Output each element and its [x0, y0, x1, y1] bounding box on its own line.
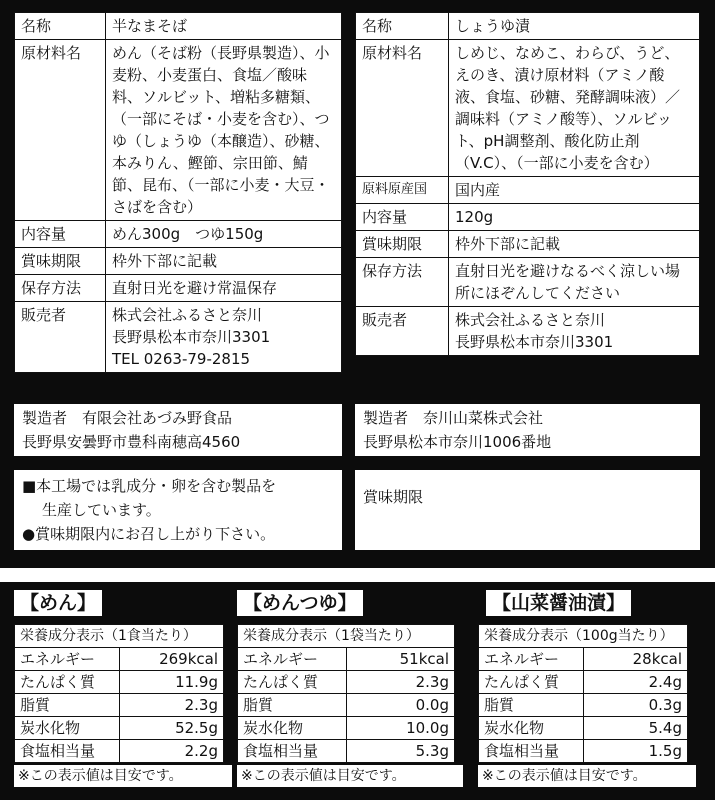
nutrient-value: 269kcal: [119, 648, 224, 671]
nutrient-value: 0.3g: [583, 694, 688, 717]
nutrition-heading: 【めんつゆ】: [237, 590, 363, 616]
row-key: 原材料名: [356, 40, 449, 177]
row-key: 保存方法: [356, 258, 449, 307]
row-key: 販売者: [15, 302, 106, 373]
nutrient-value: 1.5g: [583, 740, 688, 763]
nutrient-value: 52.5g: [119, 717, 224, 740]
row-key: 内容量: [15, 221, 106, 248]
nutrient-name: 炭水化物: [479, 717, 584, 740]
pickles-info-table: [355, 12, 700, 356]
table-row: [479, 740, 688, 763]
nutrition-table: [237, 624, 455, 763]
nutrient-name: 炭水化物: [238, 717, 347, 740]
row-key: 名称: [15, 13, 106, 40]
table-row: [479, 694, 688, 717]
expiry-label: 賞味期限: [363, 488, 424, 506]
table-row: [15, 275, 342, 302]
table-row: [15, 221, 342, 248]
nutrient-name: エネルギー: [479, 648, 584, 671]
row-key: 賞味期限: [15, 248, 106, 275]
nutrient-name: エネルギー: [15, 648, 120, 671]
table-row: [15, 671, 224, 694]
table-row: [15, 740, 224, 763]
nutrient-name: たんぱく質: [238, 671, 347, 694]
nutrient-value: 51kcal: [346, 648, 455, 671]
nutrition-heading: 【山菜醤油漬】: [486, 590, 631, 616]
nutrient-value: 5.3g: [346, 740, 455, 763]
seller-address: 長野県松本市奈川3301: [112, 328, 271, 346]
nutrient-value: 11.9g: [119, 671, 224, 694]
table-row: [15, 13, 342, 40]
nutrient-value: 5.4g: [583, 717, 688, 740]
table-row: [356, 204, 700, 231]
nutrition-note: ※この表示値は目安です。: [478, 765, 696, 787]
nutrition-title: 栄養成分表示（1食当たり）: [15, 625, 224, 648]
manufacturer-left: [14, 404, 342, 456]
nutrient-name: 脂質: [238, 694, 347, 717]
nutrient-name: 食塩相当量: [479, 740, 584, 763]
row-value: しめじ、なめこ、わらび、うど、えのき、漬け原材料（アミノ酸液、食塩、砂糖、発酵調味液）／調味料（アミノ酸等）、ソルビット、pH調整剤、酸化防止剤（V.C）、（一部に小麦を含む）: [449, 40, 700, 177]
seller-phone: TEL 0263-79-2815: [112, 350, 251, 368]
table-row: [356, 40, 700, 177]
table-row: [15, 717, 224, 740]
nutrient-value: 0.0g: [346, 694, 455, 717]
row-value: 120g: [449, 204, 700, 231]
nutrition-tsuyu: [237, 590, 463, 787]
row-value: [449, 307, 700, 356]
nutrient-value: 2.3g: [119, 694, 224, 717]
table-row: [479, 648, 688, 671]
row-value: めん300g つゆ150g: [106, 221, 342, 248]
notice-line: 生産しています。: [42, 501, 161, 519]
row-value: しょうゆ漬: [449, 13, 700, 40]
row-value: 枠外下部に記載: [449, 231, 700, 258]
manufacturer-name: 製造者 有限会社あづみ野食品: [22, 409, 233, 427]
table-row: [238, 671, 455, 694]
row-value: 国内産: [449, 177, 700, 204]
nutrient-value: 2.2g: [119, 740, 224, 763]
nutrient-name: エネルギー: [238, 648, 347, 671]
notice-line: ■本工場では乳成分・卵を含む製品を: [22, 477, 277, 495]
table-row: [238, 740, 455, 763]
table-row: [15, 302, 342, 373]
table-row: [238, 694, 455, 717]
nutrient-name: 脂質: [15, 694, 120, 717]
row-key: 賞味期限: [356, 231, 449, 258]
soba-info-table: [14, 12, 342, 373]
allergen-notice: [14, 470, 342, 550]
nutrition-sansai: [478, 590, 696, 787]
table-row: [356, 307, 700, 356]
nutrition-table: [478, 624, 688, 763]
nutrient-name: 脂質: [479, 694, 584, 717]
seller-name: 株式会社ふるさと奈川: [112, 306, 263, 324]
manufacturer-name: 製造者 奈川山菜株式会社: [363, 409, 544, 427]
notice-line: ●賞味期限内にお召し上がり下さい。: [22, 525, 276, 543]
nutrition-title: 栄養成分表示（1袋当たり）: [238, 625, 455, 648]
row-key: 保存方法: [15, 275, 106, 302]
nutrient-name: たんぱく質: [479, 671, 584, 694]
nutrition-title: 栄養成分表示（100g当たり）: [479, 625, 688, 648]
nutrient-value: 28kcal: [583, 648, 688, 671]
nutrition-table: [14, 624, 224, 763]
nutrition-heading: 【めん】: [14, 590, 102, 616]
manufacturer-address: 長野県安曇野市豊科南穂高4560: [22, 433, 241, 451]
table-row: [15, 694, 224, 717]
seller-name: 株式会社ふるさと奈川: [455, 311, 606, 329]
row-value: 半なまそば: [106, 13, 342, 40]
expiry-date-box: [355, 470, 700, 550]
table-row: [356, 258, 700, 307]
table-row: [15, 248, 342, 275]
nutrient-name: たんぱく質: [15, 671, 120, 694]
row-key: 原料原産国: [356, 177, 449, 204]
row-value: めん（そば粉（長野県製造）、小麦粉、小麦蛋白、食塩／酸味料、ソルビット、増粘多糖類、（一部にそば・小麦を含む）、つゆ（しょうゆ（本醸造）、砂糖、本みりん、鰹節、宗田節、鯖節、昆布、（一部に小麦・大豆・さばを含む）: [106, 40, 342, 221]
row-value: 直射日光を避けなるべく涼しい場所にほぞんしてください: [449, 258, 700, 307]
nutrition-noodles: [14, 590, 232, 787]
row-key: 内容量: [356, 204, 449, 231]
manufacturer-address: 長野県松本市奈川1006番地: [363, 433, 552, 451]
nutrient-name: 食塩相当量: [15, 740, 120, 763]
nutrient-name: 炭水化物: [15, 717, 120, 740]
table-row: [238, 648, 455, 671]
table-row: [479, 717, 688, 740]
row-key: 名称: [356, 13, 449, 40]
nutrient-value: 10.0g: [346, 717, 455, 740]
nutrient-value: 2.3g: [346, 671, 455, 694]
row-value: 枠外下部に記載: [106, 248, 342, 275]
table-row: [15, 40, 342, 221]
row-key: 原材料名: [15, 40, 106, 221]
nutrient-name: 食塩相当量: [238, 740, 347, 763]
manufacturer-right: [355, 404, 700, 456]
row-key: 販売者: [356, 307, 449, 356]
divider-strip: [0, 568, 715, 582]
table-row: [15, 648, 224, 671]
table-row: [356, 231, 700, 258]
table-row: [238, 717, 455, 740]
seller-address: 長野県松本市奈川3301: [455, 333, 614, 351]
nutrition-note: ※この表示値は目安です。: [237, 765, 463, 787]
nutrition-note: ※この表示値は目安です。: [14, 765, 232, 787]
nutrient-value: 2.4g: [583, 671, 688, 694]
table-row: [356, 177, 700, 204]
table-row: [356, 13, 700, 40]
row-value: [106, 302, 342, 373]
table-row: [479, 671, 688, 694]
row-value: 直射日光を避け常温保存: [106, 275, 342, 302]
